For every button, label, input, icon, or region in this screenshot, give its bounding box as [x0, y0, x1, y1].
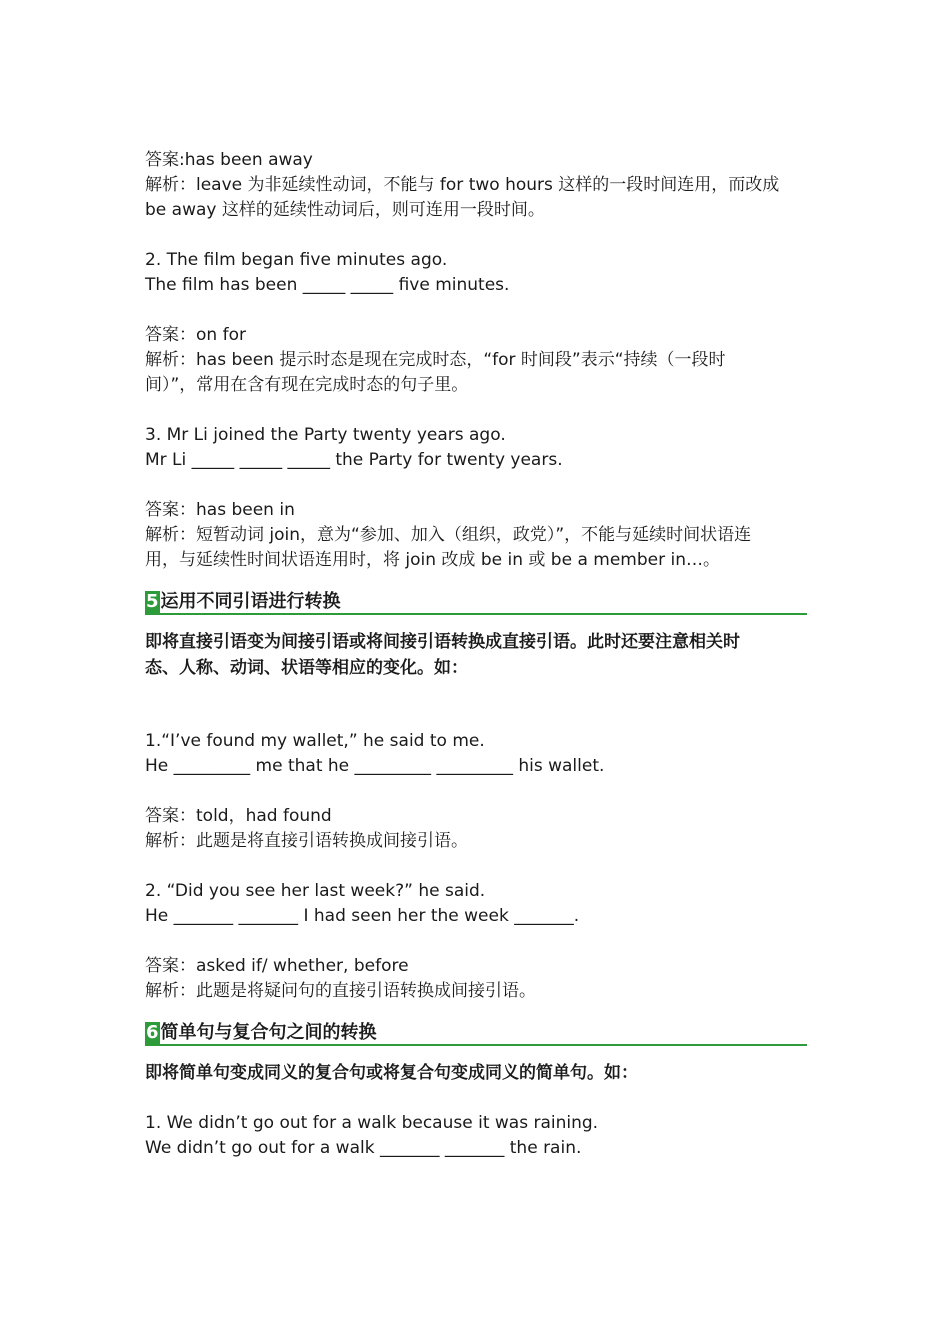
section-title: 简单句与复合句之间的转换	[160, 1022, 377, 1043]
answer-line: 答案：on for	[145, 325, 246, 345]
section-intro: 即将简单句变成同义的复合句或将复合句变成同义的简单句。如：	[145, 1063, 638, 1083]
section-intro: 态、人称、动词、状语等相应的变化。如：	[145, 658, 468, 678]
fill-blank-line: The film has been _____ _____ five minutes.	[145, 275, 510, 295]
answer-line: 答案:has been away	[145, 150, 313, 170]
fill-blank-line: He _________ me that he _________ _________ his wallet.	[145, 756, 605, 776]
question-line: 3. Mr Li joined the Party twenty years ago.	[145, 425, 506, 445]
analysis-line: 解析：此题是将疑问句的直接引语转换成间接引语。	[145, 981, 536, 1001]
section-number-badge: 6	[146, 1022, 159, 1043]
fill-blank-line: He _______ _______ I had seen her the week _______.	[145, 906, 580, 926]
analysis-line: 解析：此题是将直接引语转换成间接引语。	[145, 831, 468, 851]
section-intro: 即将直接引语变为间接引语或将间接引语转换成直接引语。此时还要注意相关时	[145, 632, 740, 652]
section-heading-5	[145, 587, 807, 615]
analysis-line: 解析：leave 为非延续性动词，不能与 for two hours 这样的一段时间连用，而改成	[145, 175, 780, 195]
section-title: 运用不同引语进行转换	[160, 591, 341, 612]
answer-line: 答案：asked if/ whether, before	[145, 956, 409, 976]
analysis-line: 解析：短暂动词 join，意为“参加、加入（组织，政党）”，不能与延续时间状语连	[145, 525, 752, 545]
question-line: 2. The film began five minutes ago.	[145, 250, 448, 270]
question-line: 1.“I’ve found my wallet,” he said to me.	[145, 731, 485, 751]
fill-blank-line: We didn’t go out for a walk _______ _______ the rain.	[145, 1138, 582, 1158]
analysis-line: 间）”，常用在含有现在完成时态的句子里。	[145, 375, 469, 395]
section-heading-6	[145, 1018, 807, 1046]
analysis-line: be away 这样的延续性动词后，则可连用一段时间。	[145, 200, 545, 220]
answer-line: 答案：has been in	[145, 500, 295, 520]
analysis-line: 解析：has been 提示时态是现在完成时态，“for 时间段”表示“持续（一段时	[145, 350, 726, 370]
question-line: 2. “Did you see her last week?” he said.	[145, 881, 486, 901]
answer-line: 答案：told，had found	[145, 806, 332, 826]
section-number-badge: 5	[146, 591, 159, 612]
analysis-line: 用，与延续性时间状语连用时，将 join 改成 be in 或 be a member in…。	[145, 550, 720, 570]
fill-blank-line: Mr Li _____ _____ _____ the Party for twenty years.	[145, 450, 563, 470]
document-page	[145, 148, 807, 1161]
question-line: 1. We didn’t go out for a walk because it was raining.	[145, 1113, 599, 1133]
